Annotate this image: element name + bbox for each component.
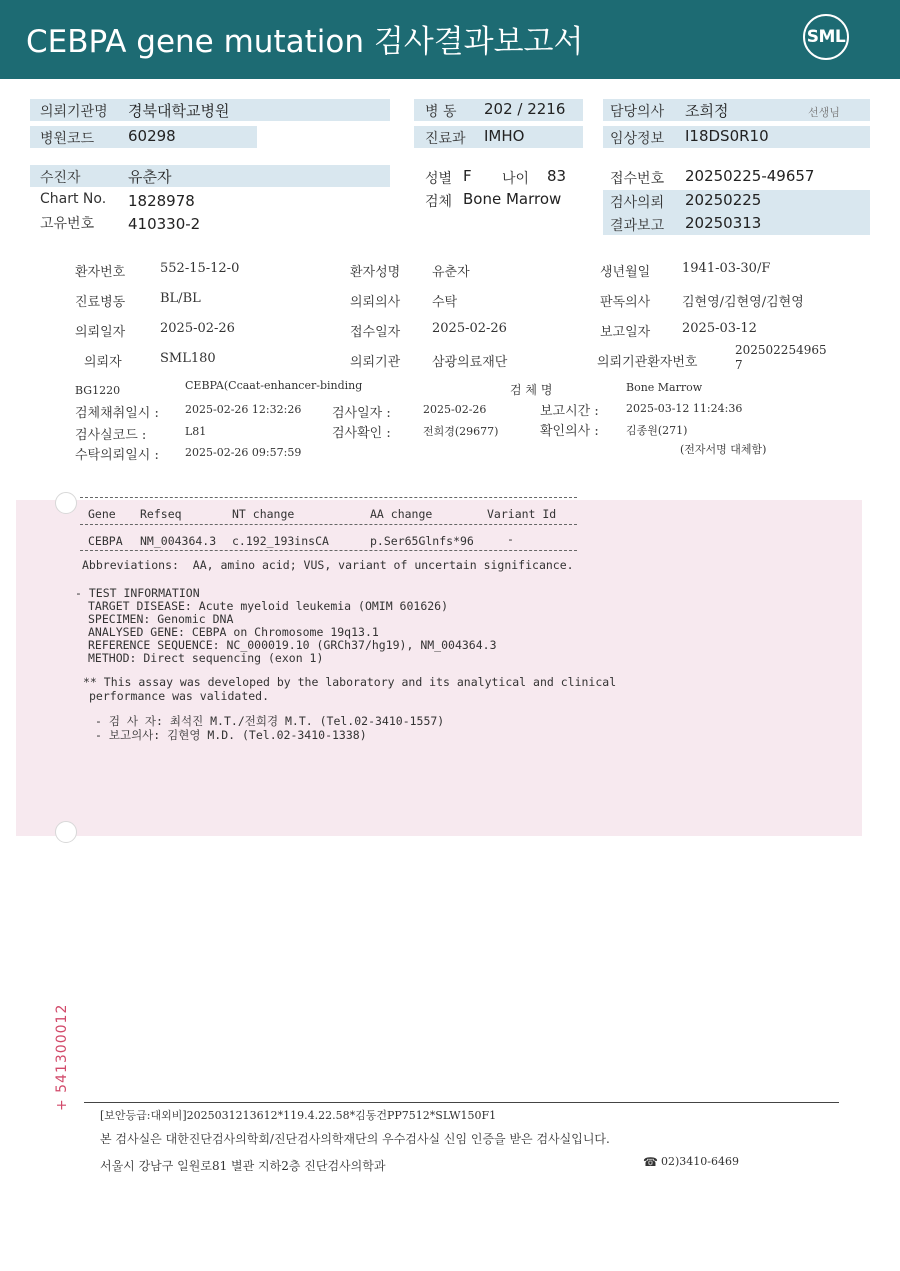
test-info-line: METHOD: Direct sequencing (exon 1) bbox=[88, 651, 324, 665]
table-rule-top bbox=[80, 497, 577, 498]
col-nt-change: NT change bbox=[232, 507, 295, 521]
doctor-suffix: 선생님 bbox=[808, 106, 840, 119]
scan-consign-time: 2025-02-26 09:57:59 bbox=[185, 446, 302, 459]
ward-label: 병 동 bbox=[425, 104, 457, 120]
scan-specimen-name: Bone Marrow bbox=[626, 381, 703, 394]
scan-lab-code-label: 검사실코드 : bbox=[75, 428, 147, 443]
chart-no-value: 1828978 bbox=[128, 192, 195, 210]
assay-note: ** This assay was developed by the laboratory and its analytical and clinical bbox=[83, 675, 617, 689]
table-rule-bottom bbox=[80, 550, 577, 551]
col-refseq: Refseq bbox=[140, 507, 182, 521]
punch-hole bbox=[55, 492, 77, 514]
cell-gene: CEBPA bbox=[88, 534, 123, 548]
scan-requester-label: 의뢰자 bbox=[84, 355, 122, 370]
scan-report-date-label: 보고일자 bbox=[600, 325, 651, 340]
scan-reading: 김현영/김현영/김현영 bbox=[682, 295, 804, 310]
scan-test-name: CEBPA(Ccaat-enhancer-binding bbox=[185, 379, 363, 392]
clinical-info-label: 임상정보 bbox=[610, 131, 665, 147]
scan-birth: 1941-03-30/F bbox=[682, 261, 771, 276]
sex-label: 성별 bbox=[425, 171, 453, 187]
scan-patient-name-label: 환자성명 bbox=[350, 265, 401, 280]
scan-lab-code: L81 bbox=[185, 425, 207, 438]
scan-exam-date-label: 검사일자 : bbox=[332, 406, 391, 421]
specimen-value: Bone Marrow bbox=[463, 190, 562, 208]
sml-logo: SML bbox=[806, 27, 846, 47]
vertical-serial bbox=[40, 985, 80, 1111]
cell-nt-change: c.192_193insCA bbox=[232, 534, 329, 548]
ward-value: 202 / 2216 bbox=[484, 100, 566, 118]
department-label: 진료과 bbox=[425, 131, 466, 147]
scan-inst-patient-no: 202502254965 bbox=[735, 343, 827, 357]
scan-ward: BL/BL bbox=[160, 291, 201, 306]
security-line: [보안등급:대외비]2025031213612*119.4.22.58*김동건PP7512*SLW150F1 bbox=[100, 1109, 497, 1122]
cell-variant-id: - bbox=[507, 532, 514, 546]
col-gene: Gene bbox=[88, 507, 116, 521]
scan-req-inst: 삼광의료재단 bbox=[432, 355, 508, 370]
scan-req-date: 2025-02-26 bbox=[160, 321, 235, 336]
cert-line: 본 검사실은 대한진단검사의학회/진단검사의학재단의 우수검사실 신임 인증을 받은 검사실입니다. bbox=[100, 1132, 610, 1146]
scan-req-inst-label: 의뢰기관 bbox=[350, 355, 401, 370]
assay-note-2: performance was validated. bbox=[89, 689, 270, 703]
scan-inst-patient-no-2: 7 bbox=[735, 358, 743, 372]
scan-test-code: BG1220 bbox=[75, 384, 121, 397]
scan-req-doctor-label: 의뢰의사 bbox=[350, 295, 401, 310]
scan-report-time-label: 보고시간 : bbox=[540, 404, 599, 419]
scan-patient-no: 552-15-12-0 bbox=[160, 261, 240, 276]
scan-requester: SML180 bbox=[160, 351, 216, 366]
scan-receipt-date-label: 접수일자 bbox=[350, 325, 401, 340]
vertical-serial-text: + 541300012 bbox=[54, 1003, 70, 1111]
scan-report-date: 2025-03-12 bbox=[682, 321, 757, 336]
scan-exam-date: 2025-02-26 bbox=[423, 403, 487, 416]
scan-inst-patient-no-label: 의뢰기관환자번호 bbox=[597, 355, 698, 370]
abbreviations: Abbreviations: AA, amino acid; VUS, variant of uncertain significance. bbox=[82, 558, 574, 572]
patient-value: 유춘자 bbox=[128, 168, 172, 186]
scan-esign: (전자서명 대체함) bbox=[680, 443, 767, 456]
unique-no-label: 고유번호 bbox=[40, 216, 95, 232]
scan-confirm-label: 검사확인 : bbox=[332, 426, 391, 441]
address-line: 서울시 강남구 일원로81 별관 지하2층 진단검사의학과 bbox=[100, 1159, 386, 1173]
clinical-info-value: I18DS0R10 bbox=[685, 127, 769, 145]
receipt-no-value: 20250225-49657 bbox=[685, 167, 815, 185]
institution-label: 의뢰기관명 bbox=[40, 104, 108, 120]
request-date: 20250225 bbox=[685, 191, 762, 209]
scan-patient-no-label: 환자번호 bbox=[75, 265, 126, 280]
phone-number: 02)3410-6469 bbox=[661, 1155, 739, 1168]
report-date: 20250313 bbox=[685, 214, 762, 232]
chart-no-label: Chart No. bbox=[40, 191, 107, 207]
test-info-line: REFERENCE SEQUENCE: NC_000019.10 (GRCh37/hg19), NM_004364.3 bbox=[88, 638, 497, 652]
sex-value: F bbox=[463, 167, 472, 185]
scan-confirm-doctor-label: 확인의사 : bbox=[540, 424, 599, 439]
scan-req-doctor: 수탁 bbox=[432, 295, 458, 310]
reporter: - 보고의사: 김현영 M.D. (Tel.02-3410-1338) bbox=[95, 728, 367, 742]
report-label: 결과보고 bbox=[610, 218, 665, 234]
age-label: 나이 bbox=[502, 171, 530, 187]
unique-no-value: 410330-2 bbox=[128, 215, 201, 233]
institution-value: 경북대학교병원 bbox=[128, 102, 230, 120]
patient-label: 수진자 bbox=[40, 170, 81, 186]
request-label: 검사의뢰 bbox=[610, 195, 665, 211]
specimen-label: 검체 bbox=[425, 194, 453, 210]
test-info-line: SPECIMEN: Genomic DNA bbox=[88, 612, 234, 626]
scan-collect-time: 2025-02-26 12:32:26 bbox=[185, 403, 302, 416]
scan-req-date-label: 의뢰일자 bbox=[75, 325, 126, 340]
scan-confirm-doctor: 김종원(271) bbox=[626, 424, 688, 437]
scan-consign-label: 수탁의뢰일시 : bbox=[75, 448, 159, 463]
patient-bar bbox=[30, 165, 390, 187]
col-aa-change: AA change bbox=[370, 507, 433, 521]
test-info-title: - TEST INFORMATION bbox=[75, 586, 200, 600]
cell-refseq: NM_004364.3 bbox=[140, 534, 217, 548]
scan-collect-label: 검체채취일시 : bbox=[75, 406, 159, 421]
footer-rule bbox=[84, 1102, 839, 1103]
test-info-line: TARGET DISEASE: Acute myeloid leukemia (OMIM 601626) bbox=[88, 599, 449, 613]
scan-patient-name: 유춘자 bbox=[432, 265, 470, 280]
test-info-line: ANALYSED GENE: CEBPA on Chromosome 19q13.1 bbox=[88, 625, 379, 639]
scan-receipt-date: 2025-02-26 bbox=[432, 321, 507, 336]
scan-birth-label: 생년월일 bbox=[600, 265, 651, 280]
col-variant-id: Variant Id bbox=[487, 507, 557, 521]
doctor-value: 조희정 bbox=[685, 102, 729, 120]
hospital-code-label: 병원코드 bbox=[40, 131, 95, 147]
receipt-no-label: 접수번호 bbox=[610, 171, 665, 187]
table-rule-mid bbox=[80, 524, 577, 525]
age-value: 83 bbox=[547, 167, 567, 185]
department-value: IMHO bbox=[484, 127, 525, 145]
doctor-label: 담당의사 bbox=[610, 104, 665, 120]
punch-hole bbox=[55, 821, 77, 843]
scan-confirm: 전희경(29677) bbox=[423, 425, 499, 438]
scan-report-time: 2025-03-12 11:24:36 bbox=[626, 402, 743, 415]
scan-reading-label: 판독의사 bbox=[600, 295, 651, 310]
scan-specimen-name-label: 검 체 명 bbox=[510, 383, 553, 397]
examiner: - 검 사 자: 최석진 M.T./전희경 M.T. (Tel.02-3410-1557) bbox=[95, 714, 445, 728]
cell-aa-change: p.Ser65Glnfs*96 bbox=[370, 534, 474, 548]
report-title: CEBPA gene mutation 검사결과보고서 bbox=[26, 24, 584, 60]
scan-ward-label: 진료병동 bbox=[75, 295, 126, 310]
hospital-code-value: 60298 bbox=[128, 127, 176, 145]
phone-icon: ☎ bbox=[643, 1155, 658, 1169]
